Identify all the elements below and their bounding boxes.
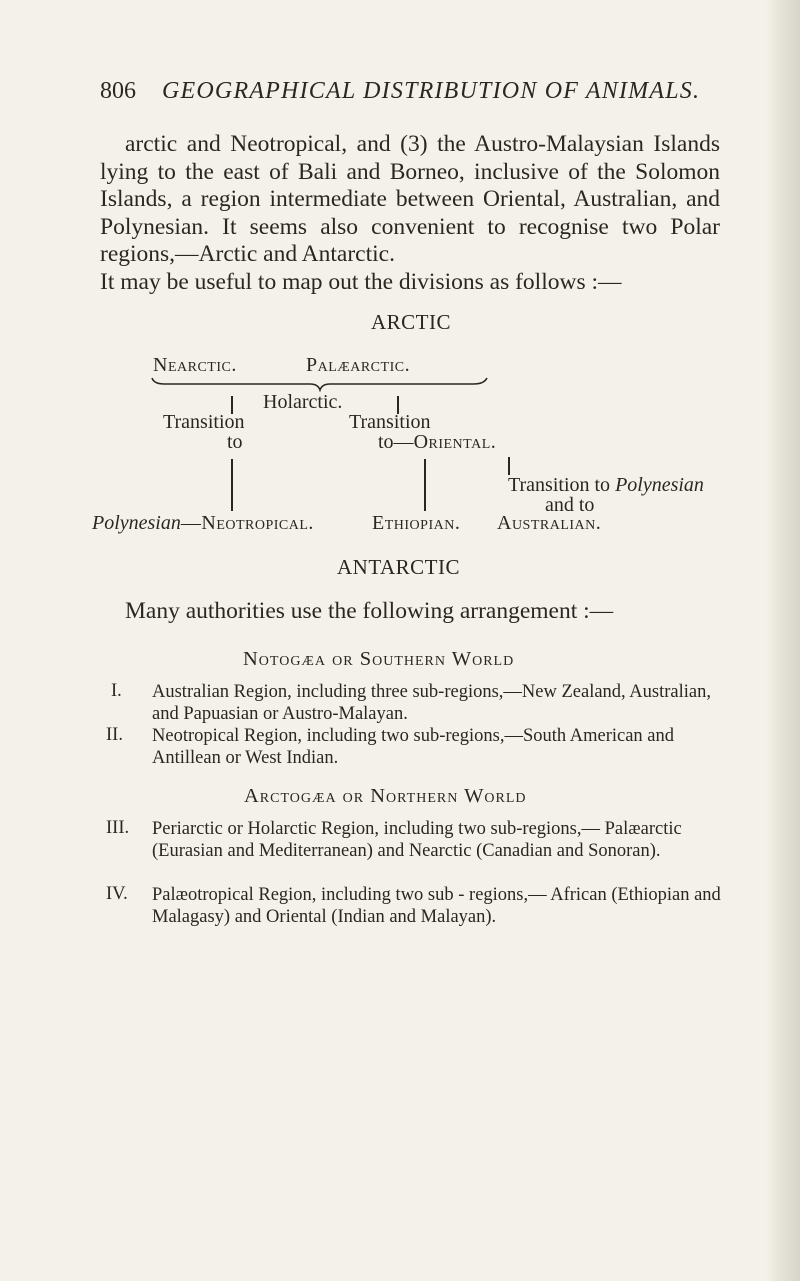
intro-text: arctic and Neotropical, and (3) the Austro-Malaysian Islands lying to the east of Bali and Borneo, inclusive of the Solomon Islands, a region intermediate between Oriental, Australian, and Polynesian. It seems also convenient to recognise two Polar regions,—Arctic and Antarctic. — [100, 131, 720, 267]
diagram-transition-to-label: Transition to — [508, 474, 616, 496]
diagram-to-label: to— — [378, 431, 414, 453]
diagram-ethiopian: Ethiopian. — [372, 512, 461, 534]
item-3-number: III. — [106, 818, 130, 838]
diagram-polynesian-left: Polynesian — [92, 512, 181, 534]
arrangement-paragraph: Many authorities use the following arrangement :— — [125, 598, 614, 624]
item-4-text: Palæotropical Region, including two sub - regions,— African (Ethiopian and Malagasy) and Oriental (Indian and Malayan). — [152, 885, 721, 927]
diagram-australian: Australian. — [497, 512, 602, 534]
southern-heading: Notogæa or Southern World — [243, 648, 515, 670]
page-edge-shadow — [766, 0, 800, 1281]
diagram-brace — [150, 376, 490, 392]
diagram-oriental: Oriental. — [413, 431, 497, 453]
item-1-text: Australian Region, including three sub-regions,—New Zealand, Australian, and Papuasian or Austro-Malayan. — [152, 682, 711, 724]
diagram-neotropical: —Neotropical. — [180, 512, 314, 534]
item-4-number: IV. — [106, 884, 128, 904]
item-3-text: Periarctic or Holarctic Region, including two sub-regions,— Palæarctic (Eurasian and Mediterranean) and Nearctic (Canadian and Sonoran). — [152, 819, 682, 861]
diagram-transition-left: Transition — [163, 411, 245, 433]
diagram-antarctic: ANTARCTIC — [337, 555, 460, 579]
intro-last-line: It may be useful to map out the divisions as follows :— — [100, 268, 622, 295]
diagram-nearctic: Nearctic. — [153, 354, 237, 376]
diagram-holarctic: Holarctic. — [263, 391, 343, 413]
diagram-transition-middle: Transition — [349, 411, 431, 433]
diagram-polynesian-neotropical — [92, 512, 314, 535]
diagram-line-australian — [508, 457, 510, 475]
diagram-palaearctic: Palæarctic. — [306, 354, 411, 376]
diagram-to-left: to — [227, 431, 243, 453]
diagram-and-to: and to — [545, 494, 595, 516]
diagram-line-ethiopian — [424, 459, 426, 511]
page-number: 806 — [100, 78, 136, 104]
diagram-arctic: ARCTIC — [371, 310, 452, 334]
diagram-line-neotropical — [231, 459, 233, 511]
intro-paragraph — [100, 131, 720, 296]
running-title: GEOGRAPHICAL DISTRIBUTION OF ANIMALS. — [162, 78, 701, 104]
diagram-polynesian-right: Polynesian — [615, 474, 704, 496]
item-1-number: I. — [111, 681, 122, 701]
diagram-to-oriental — [378, 431, 496, 454]
item-2-number: II. — [106, 725, 123, 745]
page-header — [100, 78, 720, 110]
northern-heading: Arctogæa or Northern World — [244, 785, 527, 807]
item-2-text: Neotropical Region, including two sub-regions,—South American and Antillean or West Indian. — [152, 726, 675, 768]
diagram-transition-to-polynesian — [508, 474, 704, 497]
